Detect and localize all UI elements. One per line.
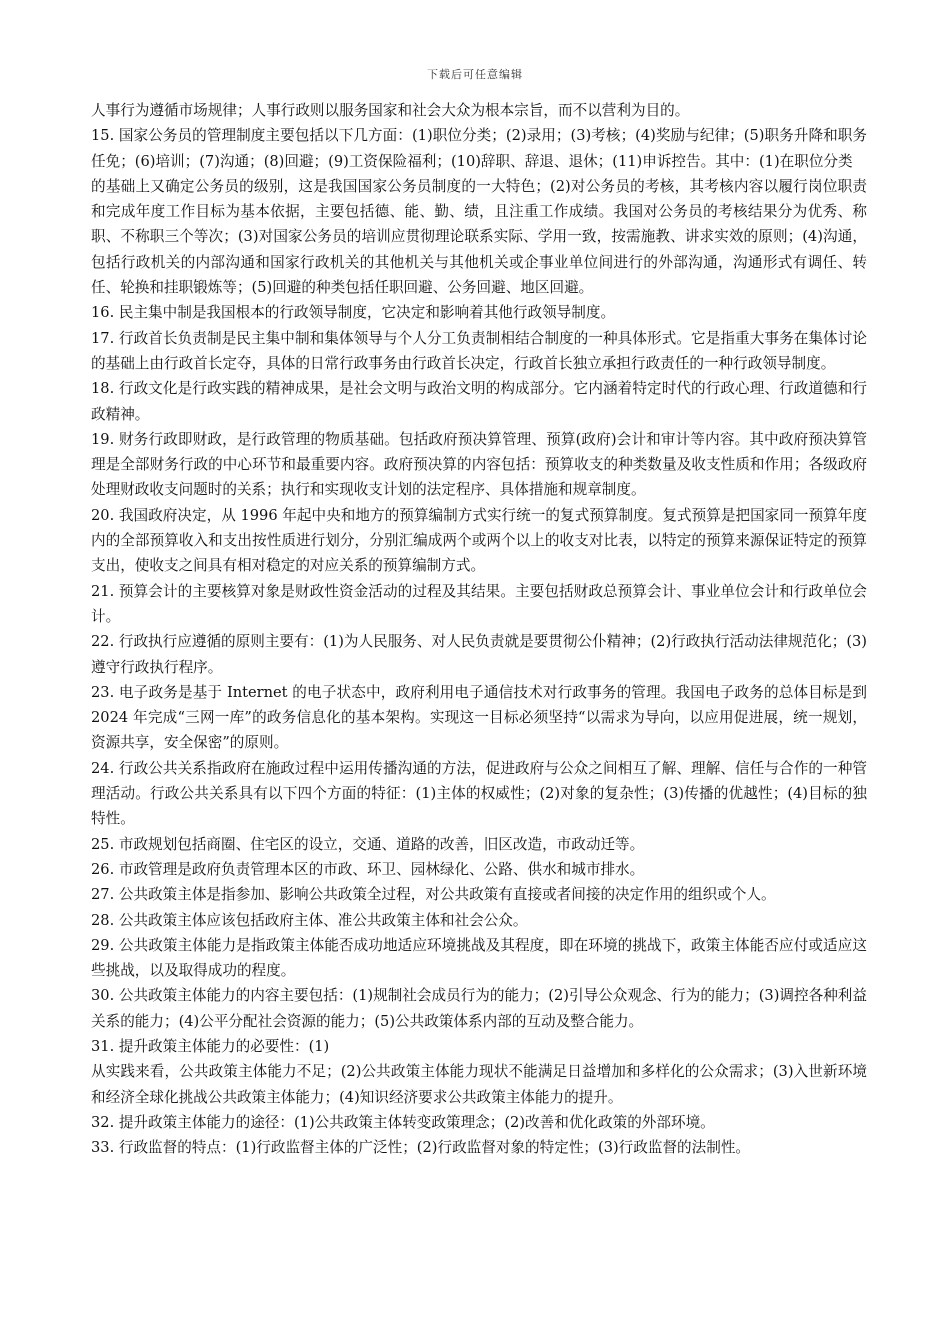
paragraph-intro: 人事行为遵循市场规律；人事行政则以服务国家和社会大众为根本宗旨，而不以营利为目的。	[91, 102, 690, 119]
paragraph-32: 32. 提升政策主体能力的途径：(1)公共政策主体转变政策理念；(2)改善和优化政策的外部环境。	[91, 1113, 715, 1131]
paragraph-19: 19. 财务行政即财政，是行政管理的物质基础。包括政府预决算管理、预算(政府)会计和审计等内容。其中政府预决算管理是全部财务行政的中心环节和最重要内容。政府预决算的内容包括：预算收支的种类数量及收支性质和作用；各级政府处理财政收支问题时的关系；执行和实现收支计划的法定程序、具体措施和规章制度。	[91, 430, 867, 499]
paragraph-20: 20. 我国政府决定，从 1996 年起中央和地方的预算编制方式实行统一的复式预算制度。复式预算是把国家同一预算年度内的全部预算收入和支出按性质进行划分，分别汇编成两个或两个以上的收支对比表，以特定的预算来源保证特定的预算支出，使收支之间具有相对稳定的对应关系的预算编制方式。	[91, 506, 867, 575]
paragraph-24: 24. 行政公共关系指政府在施政过程中运用传播沟通的方法，促进政府与公众之间相互了解、理解、信任与合作的一种管理活动。行政公共关系具有以下四个方面的特征：(1)主体的权威性；(2)对象的复杂性；(3)传播的优越性；(4)目标的独特性。	[91, 759, 867, 828]
paragraph-30: 30. 公共政策主体能力的内容主要包括：(1)规制社会成员行为的能力；(2)引导公众观念、行为的能力；(3)调控各种利益关系的能力；(4)公平分配社会资源的能力；(5)公共政策体系内部的互动及整合能力。	[91, 987, 867, 1030]
paragraph-16: 16. 民主集中制是我国根本的行政领导制度，它决定和影响着其他行政领导制度。	[91, 304, 616, 322]
paragraph-15: 15. 国家公务员的管理制度主要包括以下几方面：(1)职位分类；(2)录用；(3)考核；(4)奖励与纪律；(5)职务升降和职务任免；(6)培训；(7)沟通；(8)回避；(9)工资保险福利；(10)辞职、辞退、退休；(11)申诉控告。其中：(1)在职位分类	[91, 127, 867, 170]
paragraph-33: 33. 行政监督的特点：(1)行政监督主体的广泛性；(2)行政监督对象的特定性；(3)行政监督的法制性。	[91, 1139, 751, 1157]
paragraph-29: 29. 公共政策主体能力是指政策主体能否成功地适应环境挑战及其程度，即在环境的挑战下，政策主体能否应付或适应这些挑战，以及取得成功的程度。	[91, 936, 867, 980]
paragraph-23: 23. 电子政务是基于 Internet 的电子状态中，政府利用电子通信技术对行政事务的管理。我国电子政务的总体目标是到 2024 年完成“三网一库”的政务信息化的基本架构。实现这一目标必须坚持“以需求为导向，以应用促进展，统一规划，资源共享，安全保密”的原则。	[91, 683, 867, 752]
document-body	[91, 98, 867, 1160]
paragraph-25: 25. 市政规划包括商圈、住宅区的设立，交通、道路的改善，旧区改造，市政动迁等。	[91, 835, 645, 853]
paragraph-15-continued: 的基础上又确定公务员的级别，这是我国国家公务员制度的一大特色；(2)对公务员的考核，其考核内容以履行岗位职责和完成年度工作目标为基本依据，主要包括德、能、勤、绩，且注重工作成绩。我国对公务员的考核结果分为优秀、称职、不称职三个等次；(3)对国家公务员的培训应贯彻理论联系实际、学用一致，按需施教、讲求实效的原则；(4)沟通，包括行政机关的内部沟通和国家行政机关的其他机关与其他机关或企事业单位间进行的外部沟通，沟通形式有调任、转任、轮换和挂职锻炼等；(5)回避的种类包括任职回避、公务回避、地区回避。	[91, 177, 867, 297]
paragraph-26: 26. 市政管理是政府负责管理本区的市政、环卫、园林绿化、公路、供水和城市排水。	[91, 860, 645, 878]
paragraph-31: 31. 提升政策主体能力的必要性：(1)	[91, 1037, 330, 1055]
paragraph-21: 21. 预算会计的主要核算对象是财政性资金活动的过程及其结果。主要包括财政总预算会计、事业单位会计和行政单位会计。	[91, 582, 867, 625]
page-header: 下载后可任意编辑	[427, 68, 523, 81]
paragraph-31-continued: 从实践来看，公共政策主体能力不足；(2)公共政策主体能力现状不能满足日益增加和多样化的公众需求；(3)入世新环境和经济全球化挑战公共政策主体能力；(4)知识经济要求公共政策主体能力的提升。	[91, 1063, 867, 1106]
paragraph-27: 27. 公共政策主体是指参加、影响公共政策全过程，对公共政策有直接或者间接的决定作用的组织或个人。	[91, 886, 776, 904]
paragraph-22: 22. 行政执行应遵循的原则主要有：(1)为人民服务、对人民负责就是要贯彻公仆精神；(2)行政执行活动法律规范化；(3)遵守行政执行程序。	[91, 633, 867, 676]
paragraph-17: 17. 行政首长负责制是民主集中制和集体领导与个人分工负责制相结合制度的一种具体形式。它是指重大事务在集体讨论的基础上由行政首长定夺，具体的日常行政事务由行政首长决定，行政首长独立承担行政责任的一种行政领导制度。	[91, 329, 867, 372]
paragraph-18: 18. 行政文化是行政实践的精神成果，是社会文明与政治文明的构成部分。它内涵着特定时代的行政心理、行政道德和行政精神。	[91, 380, 867, 423]
paragraph-28: 28. 公共政策主体应该包括政府主体、准公共政策主体和社会公众。	[91, 911, 528, 929]
